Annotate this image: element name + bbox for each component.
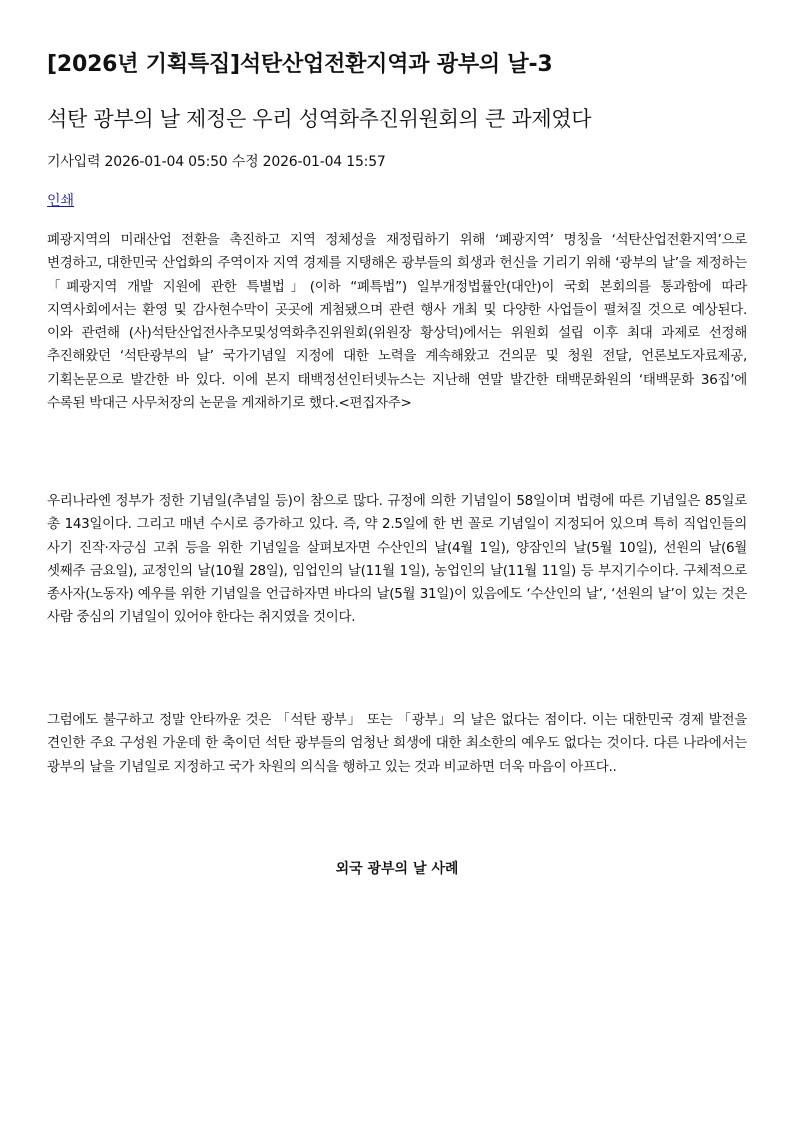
article-meta: 기사입력 2026-01-04 05:50 수정 2026-01-04 15:57 [47,154,386,170]
section-heading: 외국 광부의 날 사례 [335,861,459,877]
article-title: [2026년 기획특집]석탄산업전환지역과 광부의 날-3 [47,52,553,77]
paragraph-memorial-days: 우리나라엔 정부가 정한 기념일(추념일 등)이 참으로 많다. 규정에 의한 기념일이 58일이며 법령에 따른 기념일은 85일로 총 143일이다. 그리고 매년 수시로 증가하고 있다. 즉, 약 2.5일에 한 번 꼴로 기념일이 지정되어 있으며 특히 직업인들의 사기 진작·자긍심 고취 등을 위한 기념일을 살펴보자면 수산인의 날(4월 1일), 양잠인의 날(5월 10일), 선원의 날(6월 셋째주 금요일), 교정인의 날(10월 28일), 임업인의 날(11월 1일), 농업인의 날(11월 11일) 등 부지기수이다. 구체적으로 종사자(노동자) 예우를 위한 기념일을 언급하자면 바다의 날(5월 31일)이 있음에도 ‘수산인의 날’, ‘선원의 날’이 있는 것은 사람 중심의 기념일이 있어야 한다는 취지였을 것이다. [47,493,747,626]
print-link[interactable]: 인쇄 [47,193,75,209]
paragraph-miners-day: 그럼에도 불구하고 정말 안타까운 것은 「석탄 광부」 또는 「광부」의 날은 없다는 점이다. 이는 대한민국 경제 발전을 견인한 주요 구성원 가운데 한 축이던 석탄 광부들의 엄청난 희생에 대한 최소한의 예우도 없다는 것이다. 다른 나라에서는 광부의 날을 기념일로 지정하고 국가 차원의 의식을 행하고 있는 것과 비교하면 더욱 마음이 아프다.. [47,712,747,775]
paragraph-editor-note: 폐광지역의 미래산업 전환을 촉진하고 지역 정체성을 재정립하기 위해 ‘폐광지역’ 명칭을 ‘석탄산업전환지역’으로 변경하고, 대한민국 산업화의 주역이자 지역 경제를 지탱해온 광부들의 희생과 헌신을 기리기 위해 ‘광부의 날’을 제정하는 「폐광지역 개발 지원에 관한 특별법」(이하 “폐특법”) 일부개정법률안(대안)이 국회 본회의를 통과함에 따라 지역사회에서는 환영 및 감사현수막이 곳곳에 게첨됐으며 관련 행사 개최 및 다양한 사업들이 펼쳐질 것으로 예상된다. 이와 관련해 (사)석탄산업전사추모및성역화추진위원회(위원장 황상덕)에서는 위원회 설립 이후 최대 과제로 선정해 추진해왔던 ‘석탄광부의 날’ 국가기념일 지정에 대한 노력을 계속해왔고 건의문 및 청원 전달, 언론보도자료제공, 기획논문으로 발간한 바 있다. 이에 본지 태백정선인터넷뉴스는 지난해 연말 발간한 태백문화원의 ‘태백문화 36집’에 수록된 박대근 사무처장의 논문을 게재하기로 했다.<편집자주> [47,232,747,412]
article-subtitle: 석탄 광부의 날 제정은 우리 성역화추진위원회의 큰 과제였다 [47,107,592,131]
